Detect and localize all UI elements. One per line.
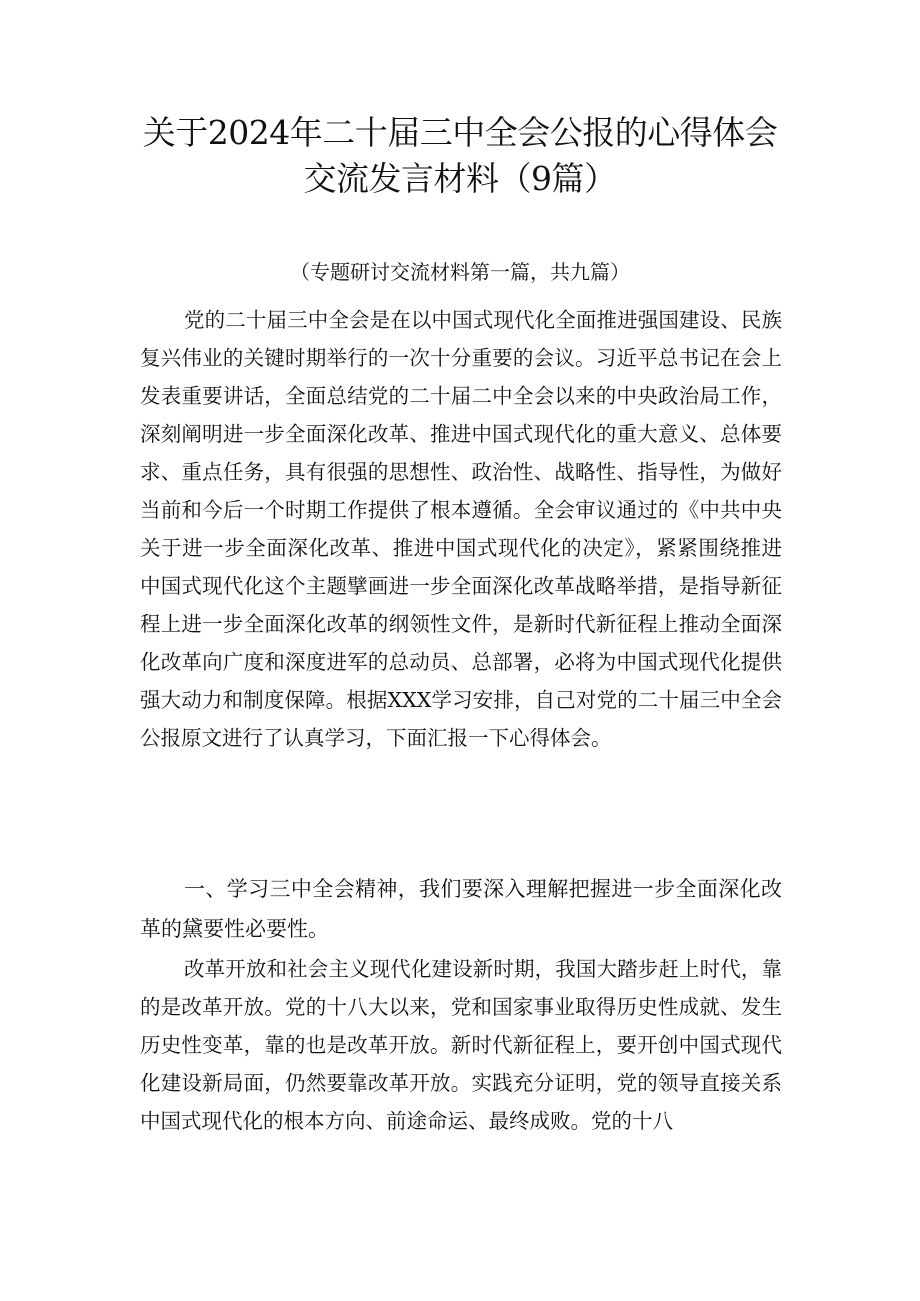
- section-heading-1: 一、学习三中全会精神，我们要深入理解把握进一步全面深化改革的黛要性必要性。: [140, 877, 782, 941]
- body-paragraph-2: 改革开放和社会主义现代化建设新时期，我国大踏步赶上时代，靠的是改革开放。党的十八大以来，党和国家事业取得历史性成就、发生历史性变革，靠的也是改革开放。新时代新征程上，要开创中国式现代化建设新局面，仍然要靠改革开放。实践充分证明，党的领导直接关系中国式现代化的根本方向、前途命运、最终成败。党的十八: [140, 957, 782, 1133]
- document-title-line-2: 交流发言材料（9篇）: [303, 159, 617, 198]
- document-subtitle: （专题研讨交流材料第一篇，共九篇）: [290, 260, 630, 284]
- document-title-line-1: 关于2024年二十届三中全会公报的心得体会: [142, 113, 778, 152]
- body-paragraph-1: 党的二十届三中全会是在以中国式现代化全面推进强国建设、民族复兴伟业的关键时期举行的一次十分重要的会议。习近平总书记在会上发表重要讲话，全面总结党的二十届二中全会以来的中央政治局工作，深刻阐明进一步全面深化改革、推进中国式现代化的重大意义、总体要求、重点任务，具有很强的思想性、政治性、战略性、指导性，为做好当前和今后一个时期工作提供了根本遵循。全会审议通过的《中共中央关于进一步全面深化改革、推进中国式现代化的决定》，紧紧围绕推进中国式现代化这个主题擘画进一步全面深化改革战略举措，是指导新征程上进一步全面深化改革的纲领性文件，是新时代新征程上推动全面深化改革向广度和深度进军的总动员、总部署，必将为中国式现代化提供强大动力和制度保障。根据XXX学习安排，自己对党的二十届三中全会公报原文进行了认真学习，下面汇报一下心得体会。: [140, 308, 782, 750]
